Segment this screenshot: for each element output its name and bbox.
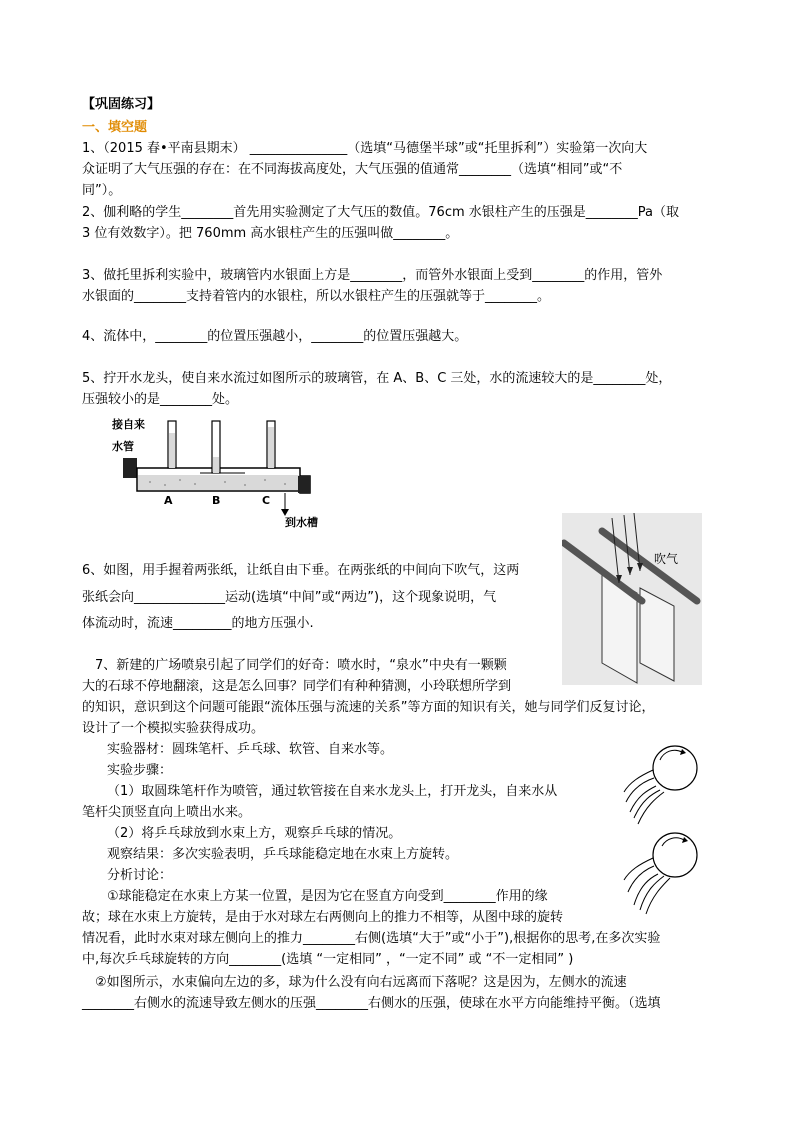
- two-papers-figure: [562, 513, 702, 685]
- question-6-line-1: 6、如图，用手握着两张纸，让纸自由下垂。在两张纸的中间向下吹气，这两: [82, 563, 520, 578]
- question-7-line-1: 7、新建的广场喷泉引起了同学们的好奇：喷水时，“泉水”中央有一颗颗: [95, 658, 507, 673]
- tube-label-inlet-1: 接自来: [112, 418, 145, 431]
- question-5-line-2: 压强较小的是________处。: [82, 392, 239, 407]
- question-2-line-1: 2、伽利略的学生________首先用实验测定了大气压的数值。76cm 水银柱产生的压强是________Pa（取: [82, 205, 679, 220]
- question-7-analysis: 分析讨论：: [107, 868, 173, 883]
- question-2-line-2: 3 位有效数字）。把 760mm 高水银柱产生的压强叫做________。: [82, 226, 459, 241]
- question-7-discuss-1c: 情况看，此时水束对球左侧向上的推力________右侧(选填“大于”或“小于”),根据你的思考,在多次实验: [82, 931, 661, 946]
- question-7-steps: 实验步骤：: [107, 763, 173, 778]
- tube-label-a: A: [164, 494, 173, 507]
- question-7-discuss-1d: 中,每次乒乓球旋转的方向________(选填 “一定相同” ，“一定不同” 或 “不一定相同” ): [82, 952, 574, 967]
- question-4-line-1: 4、流体中，________的位置压强越小，________的位置压强越大。: [82, 329, 468, 344]
- question-1-line-1: 1、（2015 春•平南县期末） _______________（选填“马德堡半球”或“托里拆利”）实验第一次向大: [82, 141, 648, 156]
- glass-tube-figure: [105, 413, 340, 528]
- tube-label-b: B: [212, 494, 221, 507]
- section-heading-fill-blank: 一、填空题: [82, 120, 148, 135]
- tube-label-c: C: [262, 494, 271, 507]
- question-7-line-3: 的知识，意识到这个问题可能跟“流体压强与流速的关系”等方面的知识有关，她与同学们反复讨论，: [82, 700, 655, 715]
- question-7-discuss-2a: ②如图所示，水束偏向左边的多，球为什么没有向右远离而下落呢？这是因为，左侧水的流速: [95, 975, 627, 990]
- blow-air-label: 吹气: [654, 552, 679, 566]
- question-6-line-3: 体流动时，流速_________的地方压强小.: [82, 616, 314, 631]
- question-7-discuss-1b: 故；球在水束上方旋转，是由于水对球左右两侧向上的推力不相等，从图中球的旋转: [82, 910, 564, 925]
- question-3-line-1: 3、做托里拆利实验中，玻璃管内水银面上方是________，而管外水银面上受到________的作用，管外: [82, 268, 663, 283]
- question-7-equipment: 实验器材：圆珠笔杆、乒乓球、软管、自来水等。: [107, 742, 394, 757]
- ball-on-water-jet-figure: [620, 740, 715, 915]
- question-7-discuss-2b: ________右侧水的流速导致左侧水的压强________右侧水的压强，使球在水平方向能维持平衡。（选填: [82, 996, 661, 1011]
- section-heading-consolidation: 【巩固练习】: [82, 97, 161, 112]
- question-5-line-1: 5、拧开水龙头，使自来水流过如图所示的玻璃管，在 A、B、C 三处，水的流速较大的是________处，: [82, 371, 672, 386]
- question-7-step-1b: 笔杆尖顶竖直向上喷出水来。: [82, 805, 252, 820]
- question-7-line-4: 设计了一个模拟实验获得成功。: [82, 721, 265, 736]
- question-6-line-2: 张纸会向______________运动(选填“中间”或“两边”)，这个现象说明，气: [82, 590, 497, 605]
- tube-label-inlet-2: 水管: [112, 440, 134, 453]
- question-7-line-2: 大的石球不停地翻滚，这是怎么回事？同学们有种种猜测，小玲联想所学到: [82, 679, 512, 694]
- question-1-line-3: 同”）。: [82, 183, 122, 198]
- question-3-line-2: 水银面的________支持着管内的水银柱，所以水银柱产生的压强就等于________。: [82, 289, 551, 304]
- question-7-step-2: （2）将乒乓球放到水束上方，观察乒乓球的情况。: [107, 826, 402, 841]
- question-7-step-1a: （1）取圆珠笔杆作为喷管，通过软管接在自来水龙头上，打开龙头，自来水从: [107, 784, 558, 799]
- question-1-line-2: 众证明了大气压强的存在：在不同海拔高度处，大气压强的值通常________（选填“相同”或“不: [82, 162, 623, 177]
- question-7-discuss-1a: ①球能稳定在水束上方某一位置，是因为它在竖直方向受到________作用的缘: [107, 889, 548, 904]
- tube-label-outlet: 到水槽: [285, 516, 318, 529]
- question-7-observation: 观察结果：多次实验表明，乒乓球能稳定地在水束上方旋转。: [107, 847, 459, 862]
